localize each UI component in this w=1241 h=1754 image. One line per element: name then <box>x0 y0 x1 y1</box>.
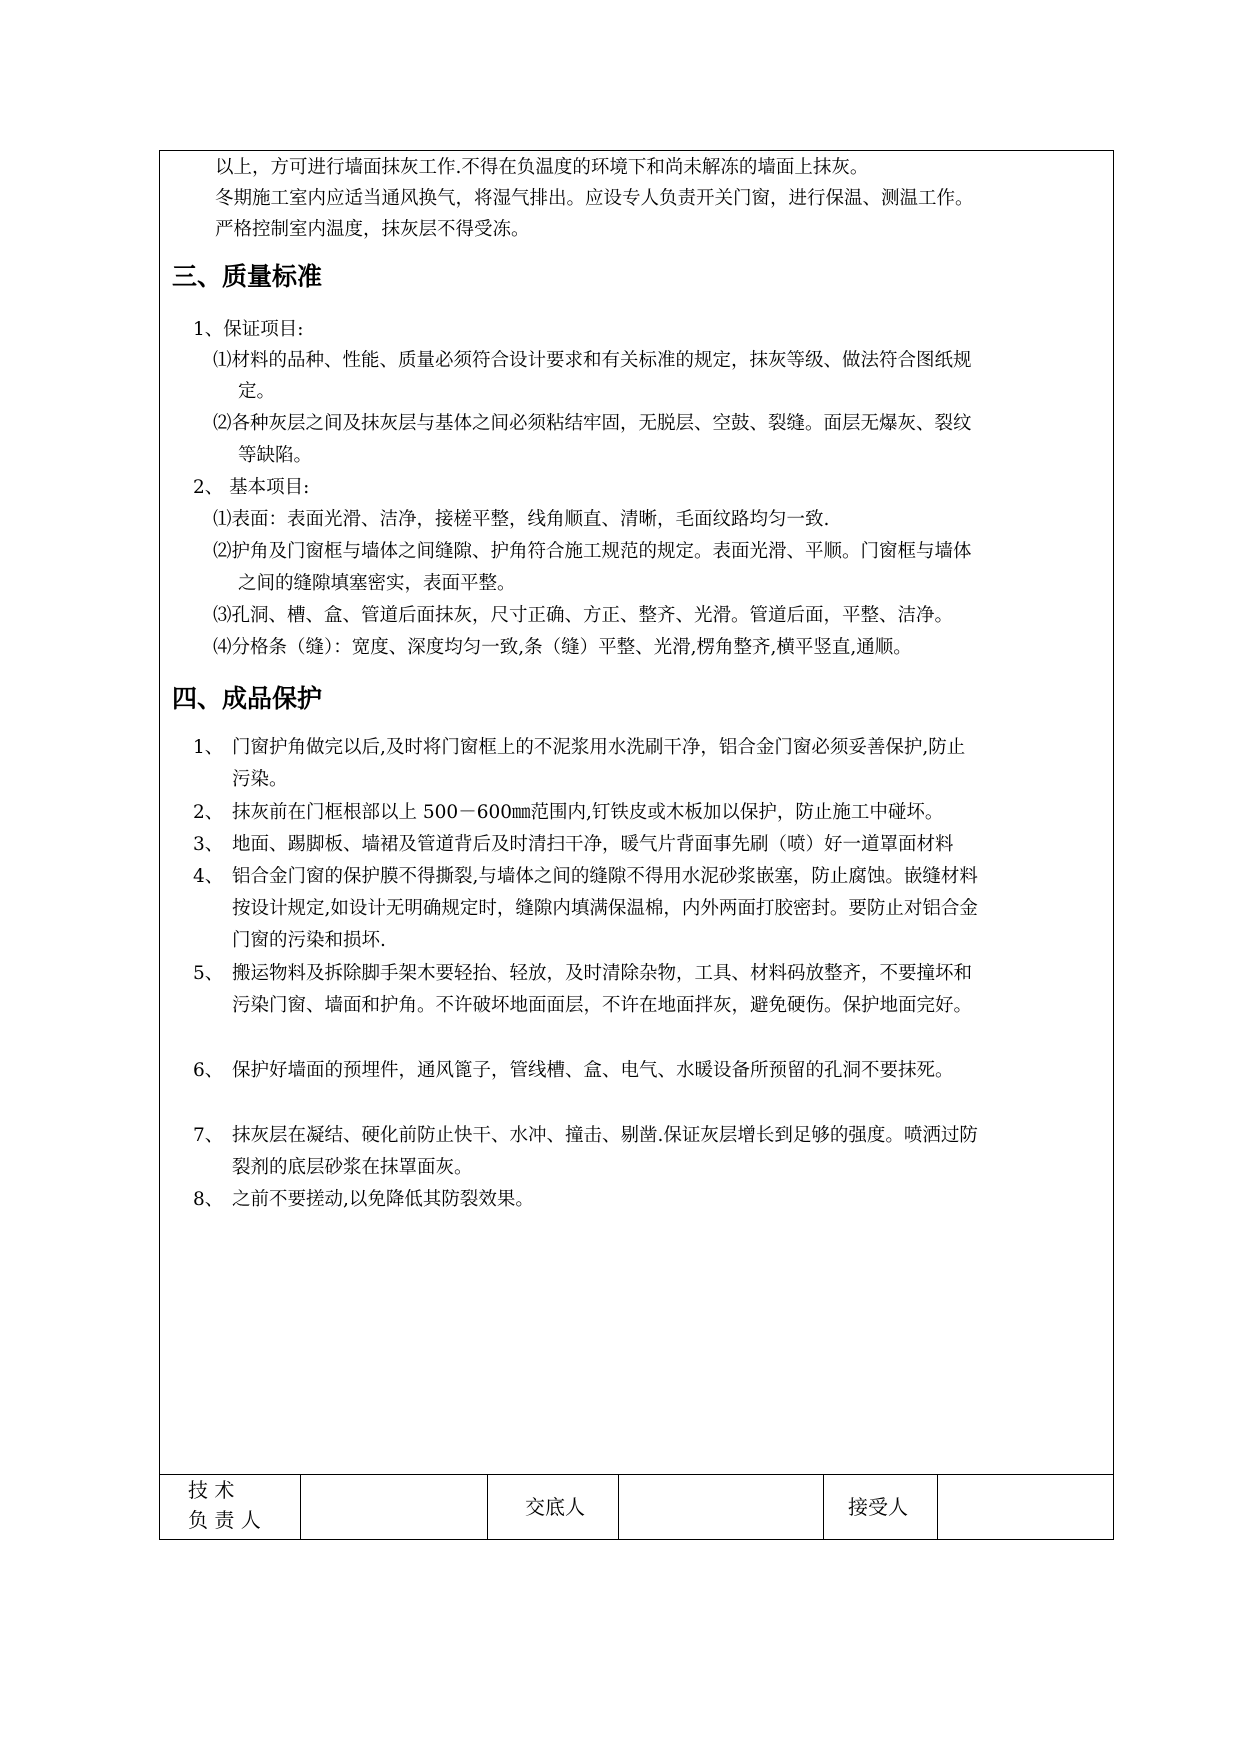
section-4-title: 四、成品保护 <box>172 684 323 713</box>
s4-item2-line: 抹灰前在门框根部以上 500－600㎜范围内,钉铁皮或木板加以保护，防止施工中碰坏。 <box>232 802 944 823</box>
section-3-title: 三、质量标准 <box>172 262 323 291</box>
tech-lead-value-cell[interactable] <box>301 1475 488 1539</box>
discloser-value-cell[interactable] <box>619 1475 824 1539</box>
receiver-label-cell <box>824 1475 938 1539</box>
s4-item4-number: 4、 <box>193 866 224 887</box>
s3-item2-p1: ⑴表面：表面光滑、洁净，接槎平整，线角顺直、清晰，毛面纹路均匀一致. <box>213 509 830 530</box>
tech-lead-label-line-1: 技 术 <box>188 1478 235 1502</box>
intro-line-2: 冬期施工室内应适当通风换气，将湿气排出。应设专人负责开关门窗，进行保温、测温工作。 <box>215 188 974 209</box>
form-content <box>160 151 1113 1476</box>
s4-item1-line-a: 门窗护角做完以后,及时将门窗框上的不泥浆用水洗刷干净，铝合金门窗必须妥善保护,防止 <box>232 737 966 758</box>
s3-item2-p2a: ⑵护角及门窗框与墙体之间缝隙、护角符合施工规范的规定。表面光滑、平顺。门窗框与墙体 <box>213 541 972 562</box>
s4-item7-line-b: 裂剂的底层砂浆在抹罩面灰。 <box>232 1157 473 1178</box>
s4-item1-number: 1、 <box>193 737 224 758</box>
receiver-label: 接受人 <box>848 1495 908 1519</box>
s3-item1-p2b: 等缺陷。 <box>238 445 313 466</box>
s4-item7-number: 7、 <box>193 1125 224 1146</box>
s4-item5-number: 5、 <box>193 963 224 984</box>
disclosure-form <box>159 150 1114 1540</box>
discloser-label: 交底人 <box>525 1495 585 1519</box>
tech-lead-label-cell <box>160 1475 301 1539</box>
s4-item1-line-b: 污染。 <box>232 769 288 790</box>
s4-item6-line: 保护好墙面的预埋件，通风篦子，管线槽、盒、电气、水暖设备所预留的孔洞不要抹死。 <box>232 1060 954 1081</box>
s3-item1-p1b: 定。 <box>238 381 276 402</box>
s4-item8-number: 8、 <box>193 1189 224 1210</box>
s4-item5-line-b: 污染门窗、墙面和护角。不许破坏地面面层，不许在地面拌灰，避免硬伤。保护地面完好。 <box>232 995 973 1016</box>
s4-item3-number: 3、 <box>193 834 224 855</box>
s3-item1-p2a: ⑵各种灰层之间及抹灰层与基体之间必须粘结牢固，无脱层、空鼓、裂缝。面层无爆灰、裂纹 <box>213 413 972 434</box>
s4-item3-line: 地面、踢脚板、墙裙及管道背后及时清扫干净，暖气片背面事先刷（喷）好一道罩面材料 <box>232 834 954 855</box>
s4-item6-number: 6、 <box>193 1060 224 1081</box>
tech-lead-label-line-2: 负 责 人 <box>188 1508 261 1532</box>
s4-item4-line-c: 门窗的污染和损坏. <box>232 930 386 951</box>
s3-item2-p2b: 之间的缝隙填塞密实，表面平整。 <box>238 573 516 594</box>
intro-line-3: 严格控制室内温度，抹灰层不得受冻。 <box>215 219 530 240</box>
s4-item4-line-a: 铝合金门窗的保护膜不得撕裂,与墙体之间的缝隙不得用水泥砂浆嵌塞，防止腐蚀。嵌缝材料 <box>232 866 978 887</box>
s4-item8-line: 之前不要搓动,以免降低其防裂效果。 <box>232 1189 534 1210</box>
s3-item1-title: 1、保证项目: <box>193 319 304 340</box>
s4-item7-line-a: 抹灰层在凝结、硬化前防止快干、水冲、撞击、剔凿.保证灰层增长到足够的强度。喷洒过防 <box>232 1125 978 1146</box>
s4-item5-line-a: 搬运物料及拆除脚手架木要轻抬、轻放，及时清除杂物，工具、材料码放整齐，不要撞坏和 <box>232 963 973 984</box>
s3-item2-p3: ⑶孔洞、槽、盒、管道后面抹灰，尺寸正确、方正、整齐、光滑。管道后面，平整、洁净。 <box>213 605 954 626</box>
discloser-label-cell <box>488 1475 619 1539</box>
receiver-value-cell[interactable] <box>938 1475 1113 1539</box>
intro-line-1: 以上，方可进行墙面抹灰工作.不得在负温度的环境下和尚未解冻的墙面上抹灰。 <box>215 157 869 178</box>
s3-item2-p4: ⑷分格条（缝）：宽度、深度均匀一致,条（缝）平整、光滑,楞角整齐,横平竖直,通顺。 <box>213 637 912 658</box>
s3-item1-p1a: ⑴材料的品种、性能、质量必须符合设计要求和有关标准的规定，抹灰等级、做法符合图纸规 <box>213 350 972 371</box>
s3-item2-title: 2、 基本项目: <box>193 477 310 498</box>
signature-row <box>160 1474 1113 1539</box>
s4-item2-number: 2、 <box>193 802 224 823</box>
s4-item4-line-b: 按设计规定,如设计无明确规定时，缝隙内填满保温棉，内外两面打胶密封。要防止对铝合金 <box>232 898 978 919</box>
